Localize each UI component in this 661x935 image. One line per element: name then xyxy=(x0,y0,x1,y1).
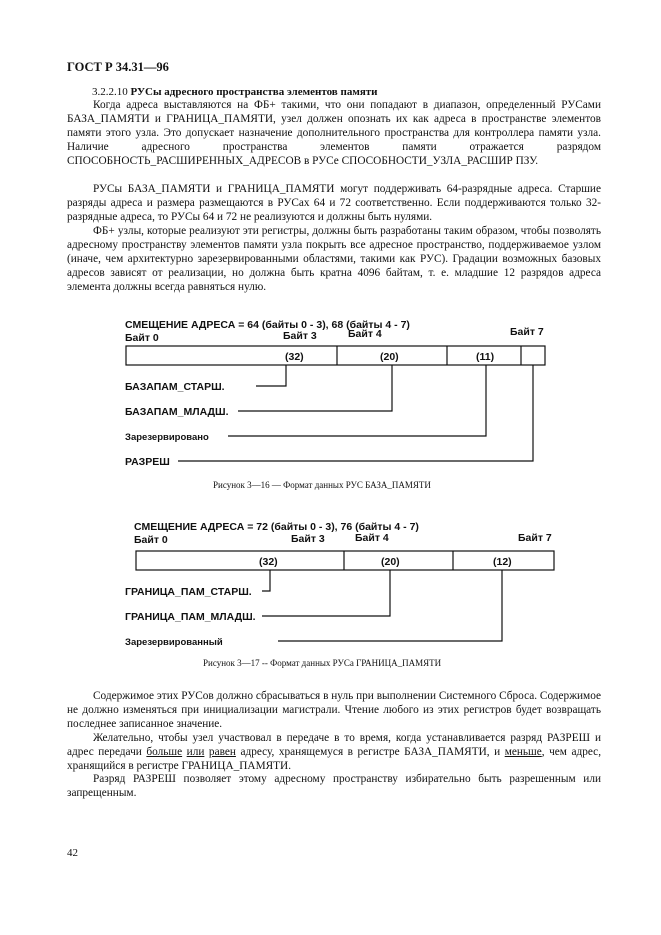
fig1-label-en: РАЗРЕШ xyxy=(125,456,170,468)
fig1-field-hi: (32) xyxy=(285,351,304,363)
section-heading xyxy=(92,86,378,98)
p2-underlined-or: или xyxy=(186,745,205,758)
fig1-field-res: (11) xyxy=(476,351,495,363)
fig2-label-hi: ГРАНИЦА_ПАМ_СТАРШ. xyxy=(125,586,252,598)
paragraph-after-3: Разряд РАЗРЕШ позволяет этому адресному пространству избирательно быть разрешенным или запрещенным. xyxy=(67,773,601,799)
section-number: 3.2.2.10 xyxy=(92,86,128,98)
fig2-field-res: (12) xyxy=(493,556,512,568)
fig1-byte7: Байт 7 xyxy=(510,326,544,338)
fig2-leader-lo xyxy=(262,570,390,616)
fig1-leader-hi xyxy=(256,365,286,386)
fig1-byte0: Байт 0 xyxy=(125,332,159,344)
fig2-label-lo: ГРАНИЦА_ПАМ_МЛАДШ. xyxy=(125,611,256,623)
fig2-byte4: Байт 4 xyxy=(355,532,389,544)
paragraph-2: РУСы БАЗА_ПАМЯТИ и ГРАНИЦА_ПАМЯТИ могут поддерживать 64-разрядные адреса. Старшие разряды адреса и размера размещаются в РУСах 64 и 72 соответственно. Если поддерживаются только 32-разрядные адреса, то РУСы 64 и 72 не реализуются и должны быть нулями. xyxy=(67,183,601,223)
fig2-field-hi: (32) xyxy=(259,556,278,568)
p2-underlined-less: меньше xyxy=(504,745,542,758)
fig1-caption: Рисунок 3—16 — Формат данных РУС БАЗА_ПАМЯТИ xyxy=(213,480,431,490)
document-header: ГОСТ Р 34.31—96 xyxy=(67,60,169,74)
fig1-byte3: Байт 3 xyxy=(283,330,317,342)
page-number: 42 xyxy=(67,847,78,859)
p2-underlined-greater: больше xyxy=(146,745,183,758)
p2-text-g: адресу, хранящемуся в регистре БАЗА_ПАМЯТИ, и xyxy=(235,745,505,758)
fig1-byte4: Байт 4 xyxy=(348,328,382,340)
fig2-register-box xyxy=(136,551,554,570)
fig1-offset-label: СМЕЩЕНИЕ АДРЕСА = 64 (байты 0 - 3), 68 (байты 4 - 7) xyxy=(125,319,410,331)
fig2-field-lo: (20) xyxy=(381,556,400,568)
fig1-leader-res xyxy=(228,365,486,436)
fig2-caption: Рисунок 3—17 -- Формат данных РУСа ГРАНИЦА_ПАМЯТИ xyxy=(203,658,442,668)
fig2-leader-hi xyxy=(262,570,270,591)
fig1-leader-lo xyxy=(238,365,392,411)
paragraph-1: Когда адреса выставляются на ФБ+ такими, что они попадают в диапазон, определенный РУСами БАЗА_ПАМЯТИ и ГРАНИЦА_ПАМЯТИ, узел должен опознать их как адреса в пространстве элементов памяти этого узла. Это допускает назначение дополнительного пространства для контроллера памяти узла. Наличие адресного пространства элементов памяти отражается разрядом СПОСОБНОСТЬ_РАСШИРЕННЫХ_АДРЕСОВ в РУСе СПОСОБНОСТИ_УЗЛА_РАСШИР ПЗУ. xyxy=(67,99,601,167)
fig2-byte3: Байт 3 xyxy=(291,533,325,545)
p2-underlined-equal: равен xyxy=(208,745,236,758)
paragraph-after-2 xyxy=(67,732,601,774)
fig2-offset-label: СМЕЩЕНИЕ АДРЕСА = 72 (байты 0 - 3), 76 (байты 4 - 7) xyxy=(134,521,419,533)
p2-text-i: , чем адрес, хранящийся в регистре ГРАНИЦА_ПАМЯТИ. xyxy=(67,745,602,772)
fig1-label-lo: БАЗАПАМ_МЛАДШ. xyxy=(125,406,229,418)
section-title: РУСы адресного пространства элементов памяти xyxy=(130,86,378,98)
fig2-byte0: Байт 0 xyxy=(134,534,168,546)
fig1-leader-en xyxy=(178,365,533,461)
fig2-label-res: Зарезервированный xyxy=(125,637,223,648)
paragraph-after-1: Содержимое этих РУСов должно сбрасываться в нуль при выполнении Системного Сброса. Содержимое не должно изменяться при инициализации магистрали. Чтение любого из этих регистров будет возвращать последнее записанное значение. xyxy=(67,690,601,730)
paragraph-3: ФБ+ узлы, которые реализуют эти регистры, должны быть разработаны таким образом, чтобы позволять адресному пространству элементов памяти узла покрыть все адресное пространство, поддерживаемое узлом (иначе, чем архитектурно зарезервированными областями, такими как РУС). Градации возможных базовых адресов зависят от реализации, но должна быть кратна 4096 байтам, т. е. младшие 12 разрядов адреса элемента должны всегда равняться нулю. xyxy=(67,225,601,293)
fig1-label-hi: БАЗАПАМ_СТАРШ. xyxy=(125,381,225,393)
fig2-leader-res xyxy=(278,570,502,641)
p2-text-a: Желательно, чтобы узел участвовал в передаче в то время, когда устанавливается разряд РАЗРЕШ и адрес передачи xyxy=(67,732,601,758)
fig1-field-lo: (20) xyxy=(380,351,399,363)
fig2-byte7: Байт 7 xyxy=(518,532,552,544)
fig1-register-box xyxy=(126,346,545,365)
fig1-label-res: Зарезервировано xyxy=(125,432,209,443)
